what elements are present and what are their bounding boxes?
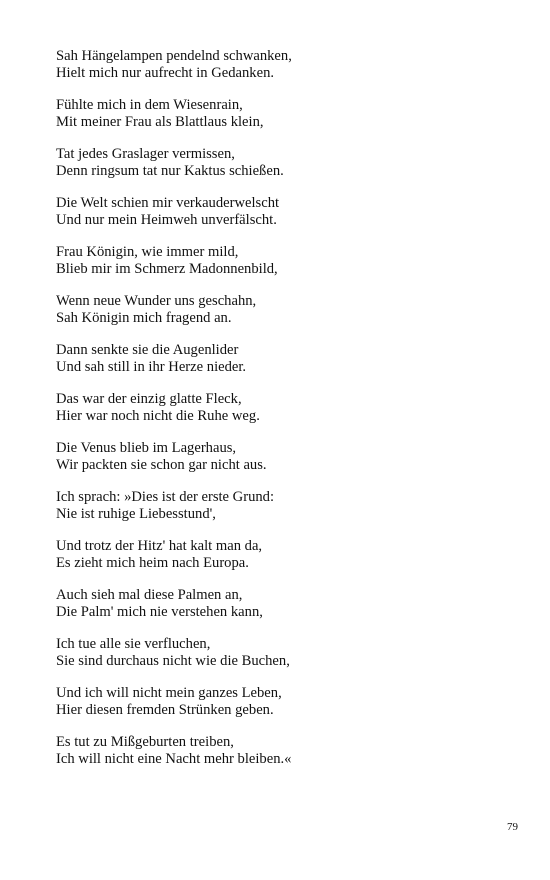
verse-line: Nie ist ruhige Liebesstund', — [56, 506, 216, 522]
stanza — [56, 734, 516, 768]
verse-line: Das war der einzig glatte Fleck, — [56, 391, 242, 407]
verse-line: Hier war noch nicht die Ruhe weg. — [56, 408, 260, 424]
stanza — [56, 146, 516, 180]
verse-line: Hielt mich nur aufrecht in Gedanken. — [56, 65, 275, 81]
stanza — [56, 440, 516, 474]
verse-line: Sah Hängelampen pendelnd schwanken, — [56, 48, 292, 64]
stanza — [56, 293, 516, 327]
verse-line: Dann senkte sie die Augenlider — [56, 342, 239, 358]
verse-line: Ich tue alle sie verfluchen, — [56, 636, 211, 652]
verse-line: Und ich will nicht mein ganzes Leben, — [56, 685, 282, 701]
verse-line: Frau Königin, wie immer mild, — [56, 244, 239, 260]
stanza — [56, 244, 516, 278]
stanza — [56, 48, 516, 82]
verse-line: Die Venus blieb im Lagerhaus, — [56, 440, 237, 456]
verse-line: Auch sieh mal diese Palmen an, — [56, 587, 243, 603]
stanza — [56, 97, 516, 131]
page-number: 79 — [507, 821, 518, 833]
verse-line: Tat jedes Graslager vermissen, — [56, 146, 235, 162]
stanza — [56, 685, 516, 719]
stanza — [56, 489, 516, 523]
verse-line: Die Palm' mich nie verstehen kann, — [56, 604, 263, 620]
verse-line: Ich will nicht eine Nacht mehr bleiben.« — [56, 751, 292, 767]
stanza — [56, 391, 516, 425]
verse-line: Blieb mir im Schmerz Madonnenbild, — [56, 261, 278, 277]
poem-text — [56, 48, 516, 783]
verse-line: Es tut zu Mißgeburten treiben, — [56, 734, 234, 750]
verse-line: Sie sind durchaus nicht wie die Buchen, — [56, 653, 290, 669]
verse-line: Wenn neue Wunder uns geschahn, — [56, 293, 257, 309]
verse-line: Denn ringsum tat nur Kaktus schießen. — [56, 163, 284, 179]
verse-line: Es zieht mich heim nach Europa. — [56, 555, 249, 571]
verse-line: Fühlte mich in dem Wiesenrain, — [56, 97, 243, 113]
verse-line: Und sah still in ihr Herze nieder. — [56, 359, 247, 375]
verse-line: Ich sprach: »Dies ist der erste Grund: — [56, 489, 275, 505]
verse-line: Hier diesen fremden Strünken geben. — [56, 702, 274, 718]
verse-line: Wir packten sie schon gar nicht aus. — [56, 457, 267, 473]
verse-line: Sah Königin mich fragend an. — [56, 310, 232, 326]
verse-line: Die Welt schien mir verkauderwelscht — [56, 195, 280, 211]
stanza — [56, 538, 516, 572]
stanza — [56, 587, 516, 621]
verse-line: Und trotz der Hitz' hat kalt man da, — [56, 538, 263, 554]
stanza — [56, 636, 516, 670]
verse-line: Und nur mein Heimweh unverfälscht. — [56, 212, 277, 228]
verse-line: Mit meiner Frau als Blattlaus klein, — [56, 114, 264, 130]
stanza — [56, 342, 516, 376]
stanza — [56, 195, 516, 229]
